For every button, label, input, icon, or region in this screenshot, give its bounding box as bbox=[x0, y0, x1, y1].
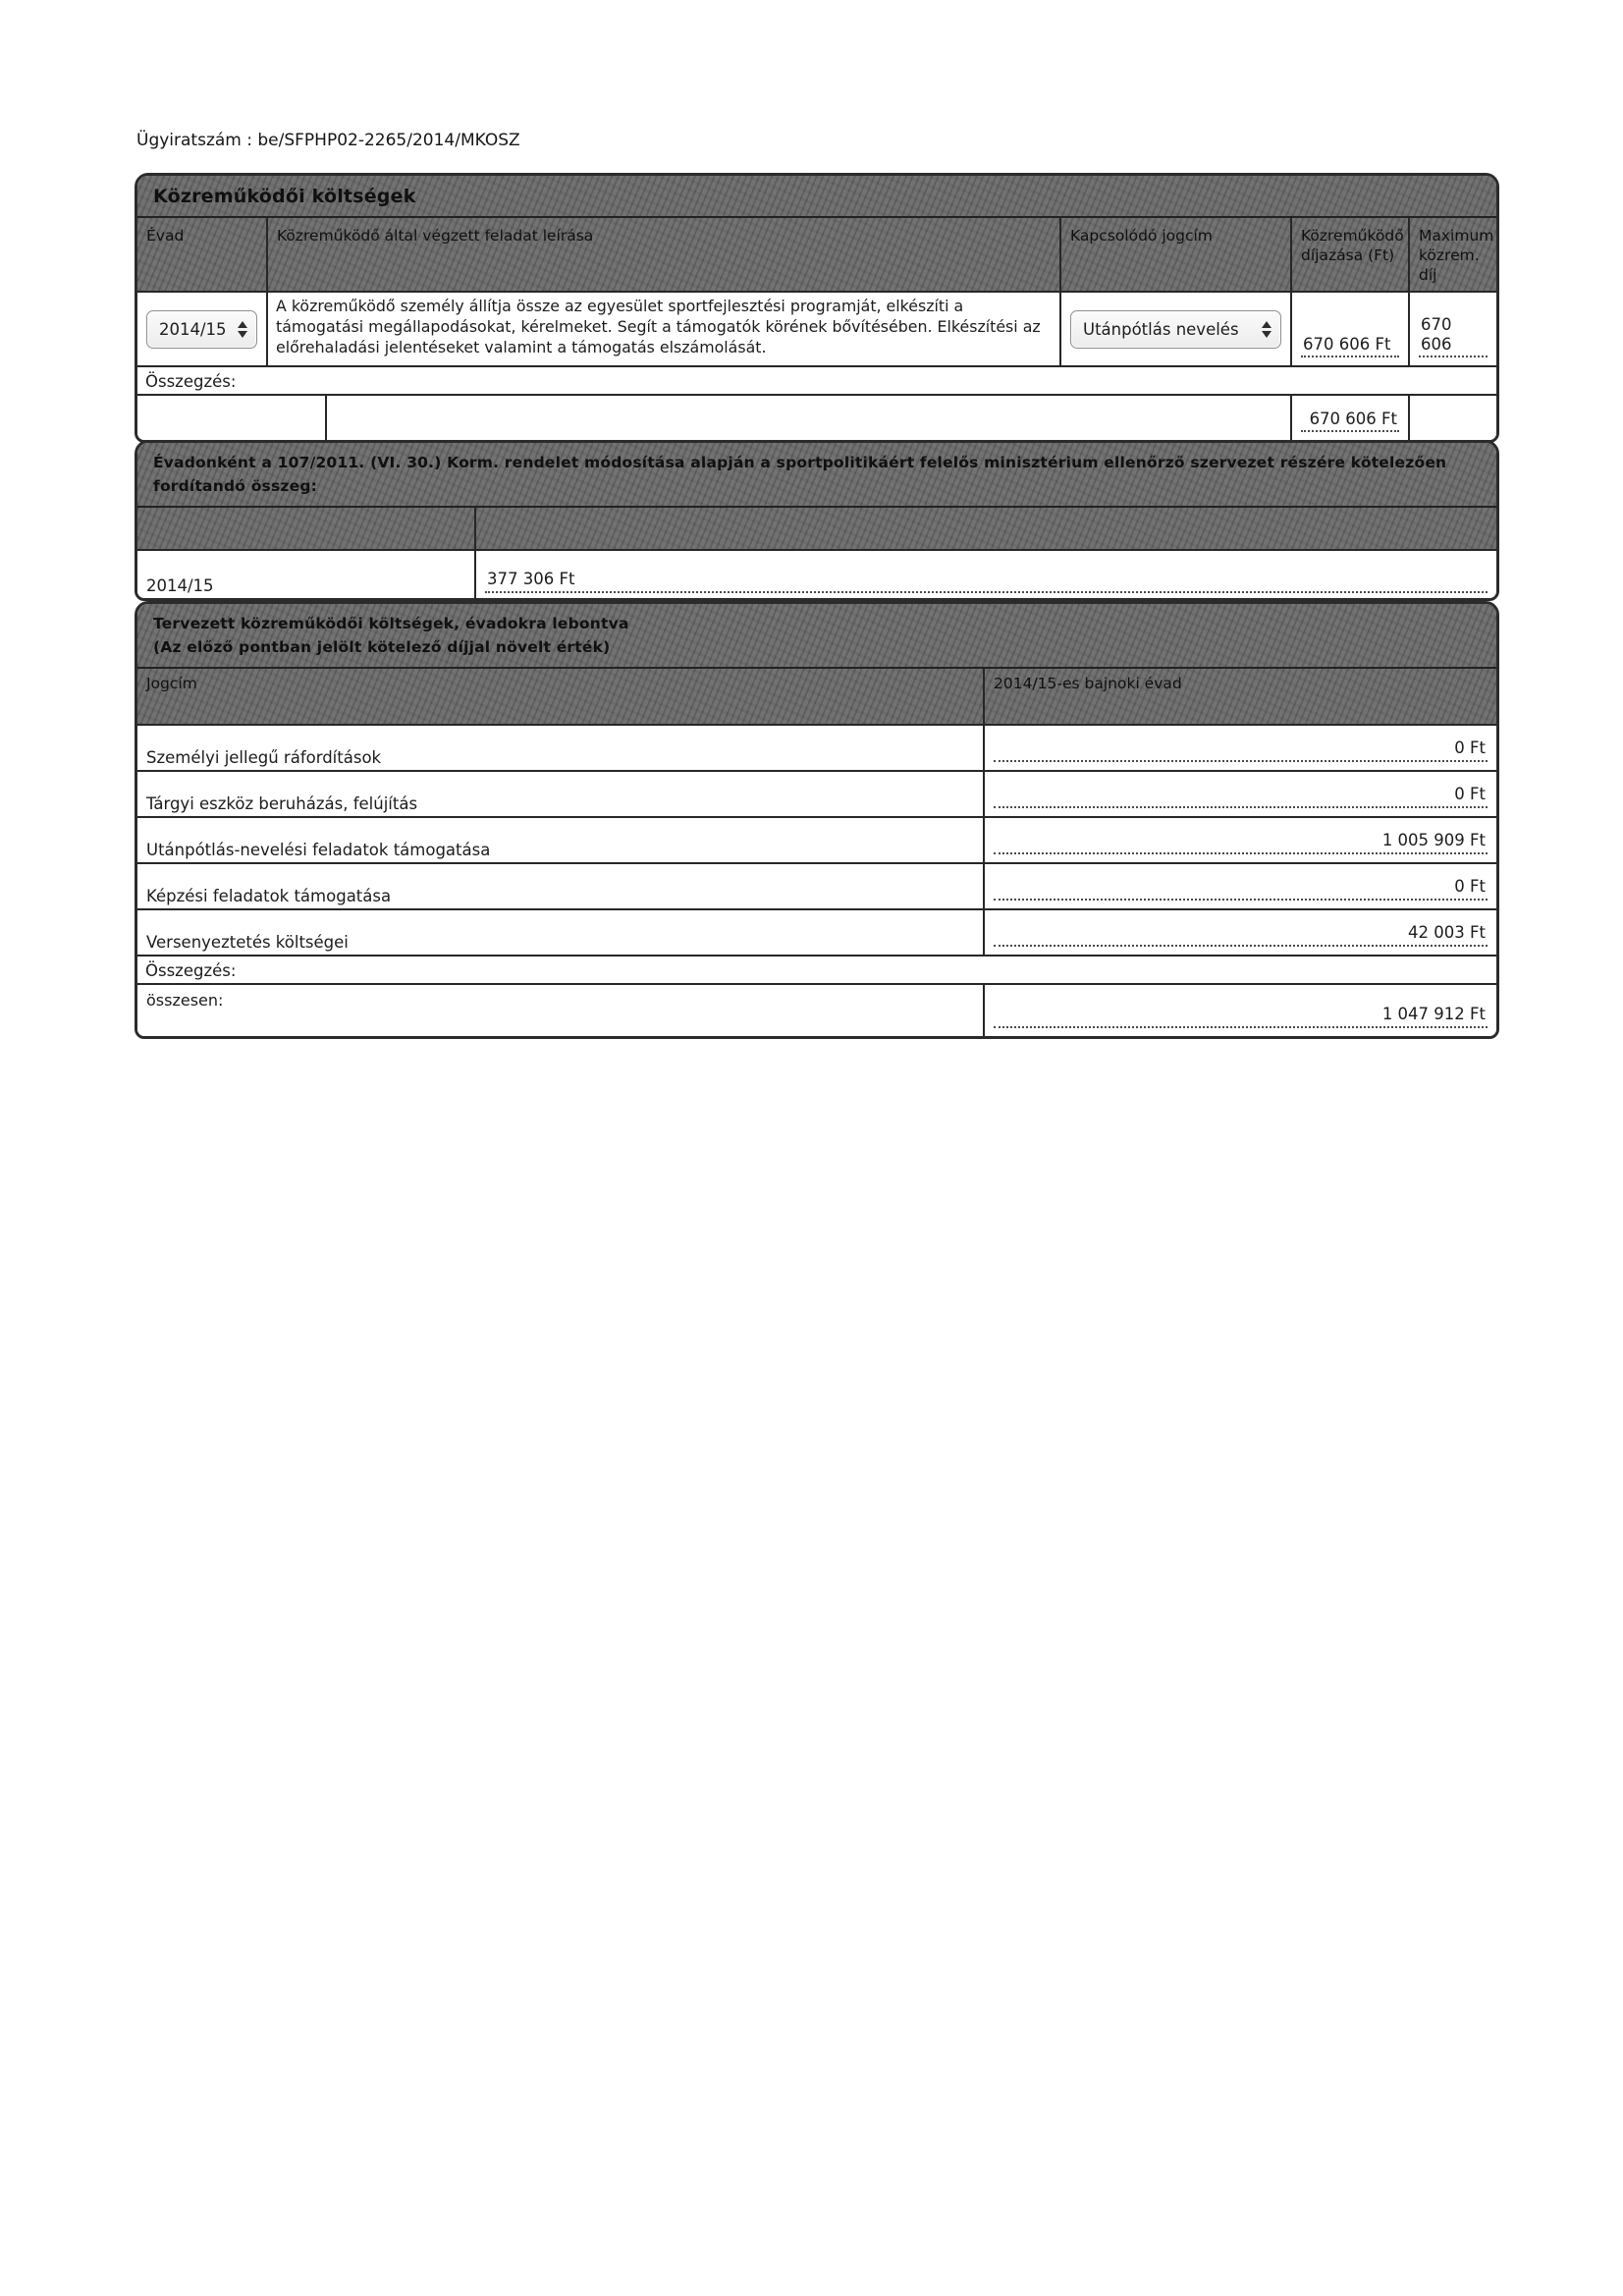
contributor-costs-data-row bbox=[137, 293, 1496, 367]
planned-costs-row bbox=[137, 910, 1496, 957]
totals-empty-cell bbox=[137, 396, 327, 440]
cost-row-value-cell bbox=[985, 772, 1496, 816]
total-value-cell bbox=[985, 985, 1496, 1036]
mandatory-amount-title: Évadonként a 107/2011. (VI. 30.) Korm. rendelet módosítása alapján a sportpolitikáért felelős minisztérium ellenőrző szervezet részére kötelezően fordítandó összeg: bbox=[137, 443, 1496, 508]
column-header-season: Évad bbox=[137, 218, 268, 291]
mandatory-amount-field: 377 306 Ft bbox=[485, 570, 1488, 593]
total-label: összesen: bbox=[137, 985, 985, 1036]
mandatory-season: 2014/15 bbox=[137, 551, 476, 598]
contributor-costs-title: Közreműködői költségek bbox=[137, 176, 1496, 218]
planned-costs-table bbox=[135, 601, 1499, 1039]
planned-costs-summary-label: Összegzés: bbox=[137, 957, 1496, 985]
mandatory-amount-table bbox=[135, 440, 1499, 601]
column-header-task-description: Közreműködő által végzett feladat leírása bbox=[268, 218, 1061, 291]
header-empty-cell bbox=[476, 508, 1496, 549]
planned-costs-title-line1: Tervezett közreműködői költségek, évadokra lebontva bbox=[153, 615, 629, 632]
planned-costs-title-line2: (Az előző pontban jelölt kötelező díjjal növelt érték) bbox=[153, 638, 611, 657]
planned-costs-row bbox=[137, 772, 1496, 818]
cost-row-value-cell bbox=[985, 818, 1496, 862]
column-header-season: 2014/15-es bajnoki évad bbox=[994, 675, 1182, 693]
cost-row-label: Személyi jellegű ráfordítások bbox=[137, 726, 985, 770]
season-select-value: 2014/15 bbox=[159, 319, 227, 339]
total-value-field: 1 047 912 Ft bbox=[994, 1005, 1488, 1028]
planned-costs-title bbox=[137, 604, 1496, 669]
column-header-related-title: Kapcsolódó jogcím bbox=[1061, 218, 1292, 291]
fee-field[interactable]: 670 606 Ft bbox=[1301, 335, 1399, 358]
related-title-select-value: Utánpótlás nevelés bbox=[1083, 319, 1239, 339]
season-select[interactable] bbox=[146, 310, 257, 349]
cost-row-label: Versenyeztetés költségei bbox=[137, 910, 985, 955]
mandatory-amount-data-row bbox=[137, 551, 1496, 598]
mandatory-amount-cell bbox=[476, 551, 1496, 598]
max-fee-field[interactable]: 670 606 bbox=[1419, 315, 1488, 358]
cost-row-value-field: 0 Ft bbox=[994, 738, 1488, 762]
contributor-costs-table bbox=[135, 173, 1499, 443]
updown-arrows-icon bbox=[1262, 321, 1271, 338]
related-title-select[interactable] bbox=[1070, 310, 1281, 349]
contributor-costs-header-row bbox=[137, 218, 1496, 293]
task-description-text: A közreműködő személy állítja össze az egyesület sportfejlesztési programját, elkészíti a támogatási megállapodásokat, kérelmeket. Segít a támogatók körének bővítésében. Elkészítési az előrehaladási jelentéseket valamint a támogatás elszámolását. bbox=[268, 293, 1061, 365]
season-cell bbox=[137, 293, 268, 365]
contributor-costs-summary-label: Összegzés: bbox=[137, 367, 1496, 396]
header-empty-cell bbox=[137, 508, 476, 549]
max-fee-cell bbox=[1410, 293, 1496, 365]
planned-costs-header-row bbox=[137, 669, 1496, 726]
column-header-fee: Közreműködő díjazása (Ft) bbox=[1292, 218, 1410, 291]
cost-row-value-field: 1 005 909 Ft bbox=[994, 831, 1488, 854]
planned-costs-row bbox=[137, 864, 1496, 910]
column-header-jogcim: Jogcím bbox=[137, 669, 985, 724]
totals-fee-cell bbox=[1292, 396, 1410, 440]
cost-row-label: Utánpótlás-nevelési feladatok támogatása bbox=[137, 818, 985, 862]
cost-row-label: Tárgyi eszköz beruházás, felújítás bbox=[137, 772, 985, 816]
cost-row-value-cell bbox=[985, 910, 1496, 955]
totals-empty-cell bbox=[1410, 396, 1496, 440]
mandatory-amount-header-row bbox=[137, 508, 1496, 551]
cost-row-label: Képzési feladatok támogatása bbox=[137, 864, 985, 908]
totals-fee-field: 670 606 Ft bbox=[1301, 410, 1399, 433]
updown-arrows-icon bbox=[238, 321, 247, 338]
planned-costs-row bbox=[137, 726, 1496, 772]
planned-costs-total-row bbox=[137, 985, 1496, 1036]
totals-empty-cell bbox=[327, 396, 1292, 440]
contributor-costs-totals-row bbox=[137, 396, 1496, 440]
cost-row-value-field: 42 003 Ft bbox=[994, 923, 1488, 947]
related-title-cell bbox=[1061, 293, 1292, 365]
cost-row-value-cell bbox=[985, 864, 1496, 908]
planned-costs-row bbox=[137, 818, 1496, 864]
fee-cell bbox=[1292, 293, 1410, 365]
cost-row-value-cell bbox=[985, 726, 1496, 770]
cost-row-value-field: 0 Ft bbox=[994, 877, 1488, 901]
column-header-max-fee: Maximum közrem. díj bbox=[1419, 227, 1494, 285]
case-number: Ügyiratszám : be/SFPHP02-2265/2014/MKOSZ bbox=[136, 131, 520, 150]
cost-row-value-field: 0 Ft bbox=[994, 785, 1488, 808]
